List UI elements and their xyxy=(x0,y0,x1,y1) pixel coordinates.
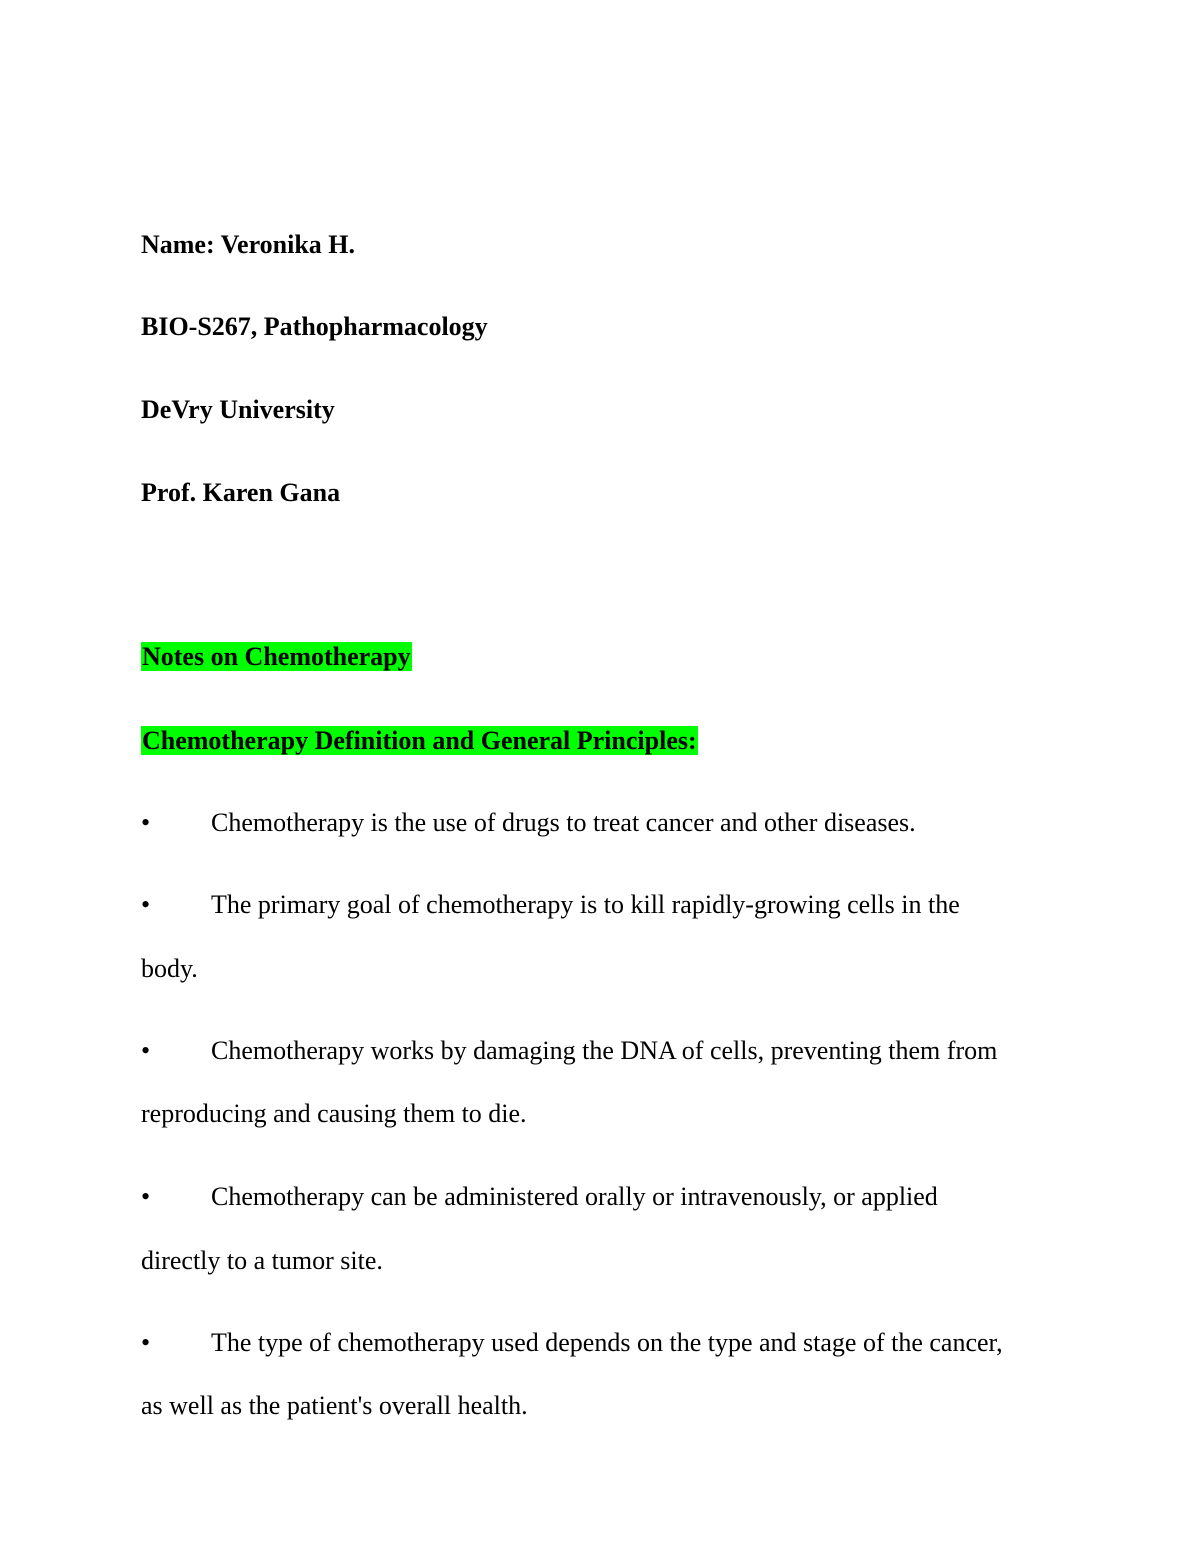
section-heading-highlight: Chemotherapy Definition and General Principles: xyxy=(142,726,697,755)
document-title xyxy=(141,642,412,672)
bullet-text-continuation: directly to a tumor site. xyxy=(141,1246,383,1275)
university-name: DeVry University xyxy=(141,395,335,424)
section-heading xyxy=(141,726,698,756)
bullet-marker: • xyxy=(141,890,151,919)
bullet-text-line: Chemotherapy can be administered orally or intravenously, or applied xyxy=(211,1182,938,1211)
title-highlight: Notes on Chemotherapy xyxy=(142,642,411,671)
bullet-marker: • xyxy=(141,808,151,837)
bullet-marker: • xyxy=(141,1182,151,1211)
bullet-text-continuation: as well as the patient's overall health. xyxy=(141,1391,528,1420)
bullet-text-continuation: body. xyxy=(141,954,198,983)
bullet-text-line: Chemotherapy works by damaging the DNA of cells, preventing them from xyxy=(211,1036,998,1065)
professor-name: Prof. Karen Gana xyxy=(141,478,341,507)
course-title: BIO-S267, Pathopharmacology xyxy=(141,312,488,341)
bullet-marker: • xyxy=(141,1328,151,1357)
student-name: Name: Veronika H. xyxy=(141,230,356,259)
bullet-text-line: The type of chemotherapy used depends on the type and stage of the cancer, xyxy=(211,1328,1003,1357)
bullet-text-line: Chemotherapy is the use of drugs to treat cancer and other diseases. xyxy=(211,808,916,837)
bullet-text-continuation: reproducing and causing them to die. xyxy=(141,1099,527,1128)
bullet-text-line: The primary goal of chemotherapy is to kill rapidly-growing cells in the xyxy=(211,890,960,919)
bullet-marker: • xyxy=(141,1036,151,1065)
